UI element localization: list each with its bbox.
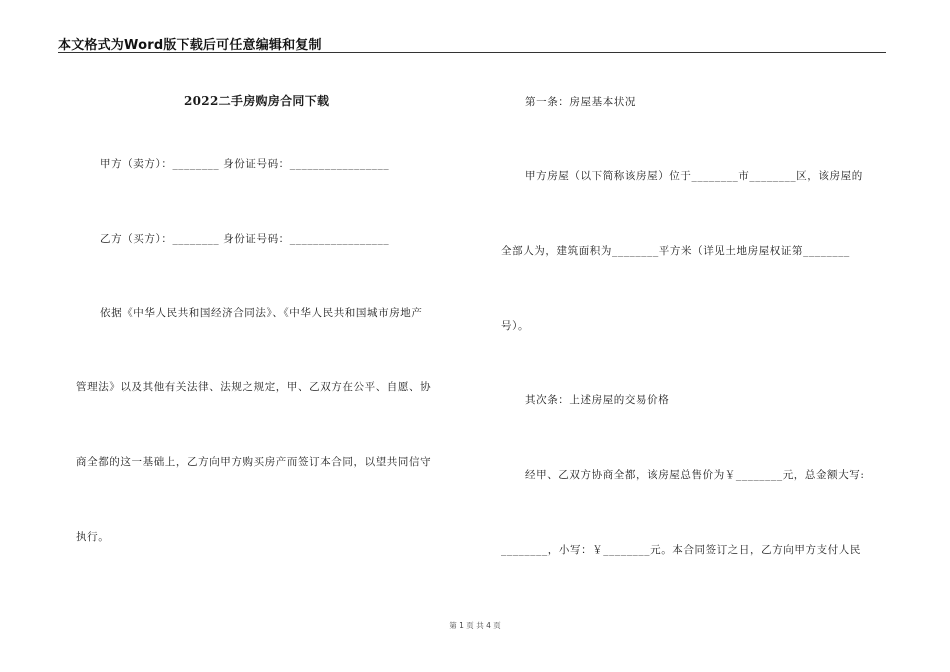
left-line-basis-4: 执行。 [76,531,110,543]
page-number: 第 1 页 共 4 页 [449,621,501,630]
right-line-article-2-heading: 其次条：上述房屋的交易价格 [525,394,670,406]
right-line-article-2-text-1: 经甲、乙双方协商全都，该房屋总售价为￥________元，总金额大写: [525,469,865,481]
header-note: 本文格式为Word版下载后可任意编辑和复制 [58,38,322,53]
left-line-basis-1: 依据《中华人民共和国经济合同法》、《中华人民共和国城市房地产 [100,307,423,319]
right-line-article-1-text-2: 全部人为，建筑面积为________平方米（详见土地房屋权证第________ [501,245,850,257]
right-line-article-1-text-3: 号）。 [501,320,530,332]
document-title: 2022二手房购房合同下载 [184,94,330,108]
right-line-article-1-text-1: 甲方房屋（以下简称该房屋）位于________市________区，该房屋的 [525,170,863,182]
header-divider [58,52,886,53]
right-line-article-1-heading: 第一条：房屋基本状况 [525,96,636,108]
left-line-basis-3: 商全都的这一基础上，乙方向甲方购买房产而签订本合同，以望共同信守 [76,456,432,468]
left-line-buyer: 乙方（买方）：________ 身份证号码：_________________ [100,233,390,245]
right-line-article-2-text-2: ________，小写：￥________元。本合同签订之日，乙方向甲方支付人民 [501,544,861,556]
left-line-seller: 甲方（卖方）：________ 身份证号码：_________________ [100,158,390,170]
left-line-basis-2: 管理法》以及其他有关法律、法规之规定，甲、乙双方在公平、自愿、协 [76,381,432,393]
